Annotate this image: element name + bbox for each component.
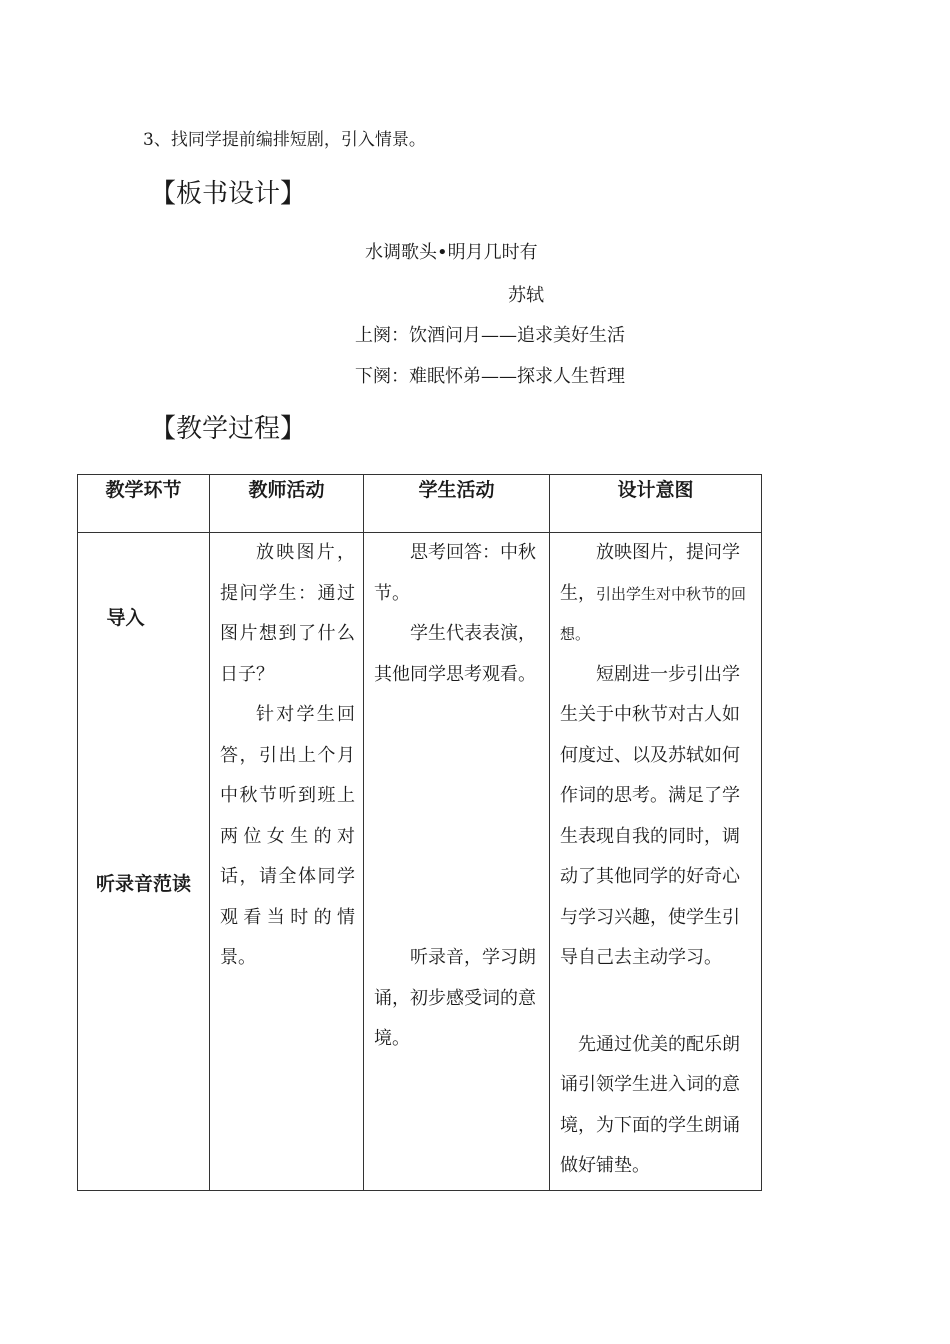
intent-3: 先通过优美的配乐朗诵引领学生进入词的意境，为下面的学生朗诵做好铺垫。 [560, 1033, 740, 1176]
teacher-activity-1: 放映图片，提问学生：通过图片想到了什么日子？ [220, 542, 355, 685]
intent-1b: 引出学生对中秋节的回想。 [560, 584, 747, 643]
board-title: 水调歌头•明月几时有 [365, 242, 538, 263]
intent-2: 短剧进一步引出学生关于中秋节对古人如何度过、以及苏轼如何作词的思考。满足了学生表现自我的同时，调动了其他同学的好奇心与学习兴趣，使学生引导自己去主动学习。 [560, 663, 740, 968]
header-intent: 设计意图 [550, 475, 762, 533]
stage-intro: 导入 [106, 607, 145, 629]
teacher-activity-2: 针对学生回答，引出上个月中秋节听到班上两位女生的对话，请全体同学观看当时的情景。 [220, 704, 355, 968]
teacher-cell [210, 533, 364, 1191]
board-heading: 【板书设计】 [150, 179, 307, 209]
table-header-row [78, 475, 762, 533]
stage-listen: 听录音范读 [95, 873, 191, 895]
student-activity-2: 学生代表表演，其他同学思考观看。 [374, 623, 536, 685]
stage-cell [78, 533, 210, 1191]
prep-item: 3、找同学提前编排短剧，引入情景。 [143, 130, 426, 150]
intent-1a: 放映图片，提问学生， [560, 542, 740, 604]
header-student: 学生活动 [364, 475, 550, 533]
student-activity-3: 听录音，学习朗诵，初步感受词的意境。 [374, 947, 536, 1049]
header-teacher: 教师活动 [210, 475, 364, 533]
student-activity-1: 思考回答：中秋节。 [374, 542, 536, 604]
student-cell [364, 533, 550, 1191]
table-row [78, 533, 762, 1191]
process-heading: 【教学过程】 [150, 414, 307, 444]
intent-cell [550, 533, 762, 1191]
header-stage: 教学环节 [78, 475, 210, 533]
process-table [77, 474, 762, 1191]
board-line-2: 下阕：难眠怀弟——探求人生哲理 [355, 366, 625, 387]
board-line-1: 上阕：饮酒问月——追求美好生活 [355, 325, 625, 346]
board-author: 苏轼 [508, 285, 544, 306]
